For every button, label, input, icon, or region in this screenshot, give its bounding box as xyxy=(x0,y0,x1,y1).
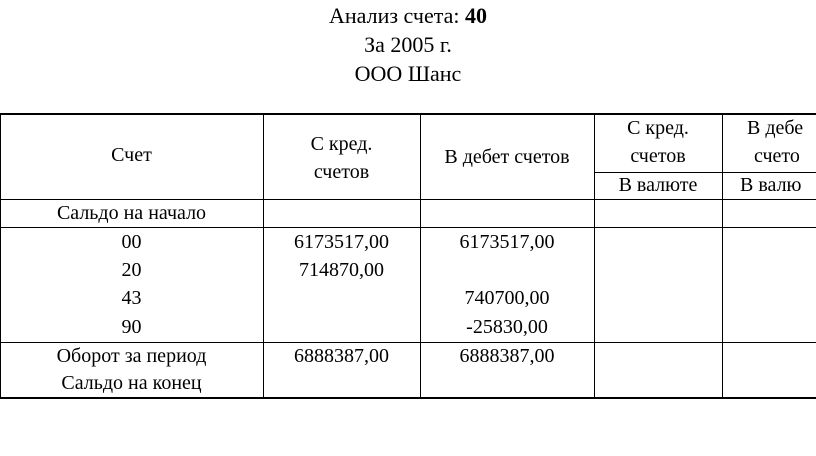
opening-balance-label: Сальдо на начало xyxy=(56,202,207,224)
company-name: ООО Шанс xyxy=(354,61,462,86)
turnover-debit: 6888387,00 xyxy=(459,345,555,367)
turnover-credit: 6888387,00 xyxy=(294,345,389,367)
turnover-label: Оборот за период xyxy=(56,345,207,367)
row-debit: 740700,00 xyxy=(464,287,550,309)
header-credit-line2: счетов xyxy=(313,161,370,183)
report-title-label: Анализ счета: xyxy=(329,3,460,28)
row-debit: 6173517,00 xyxy=(459,231,555,253)
header-debit: В дебет счетов xyxy=(444,146,570,168)
header-credit-cur-line1: С кред. xyxy=(627,117,689,139)
header-credit-line1: С кред. xyxy=(310,133,373,155)
row-debit: -25830,00 xyxy=(466,316,548,338)
subheader-currency-2: В валю xyxy=(740,174,802,196)
header-account: Счет xyxy=(111,144,152,166)
row-account: 20 xyxy=(121,259,142,281)
account-analysis-table xyxy=(0,113,816,399)
row-account: 43 xyxy=(121,287,142,309)
row-account: 00 xyxy=(121,231,142,253)
header-debit-cur-line2: счето xyxy=(754,145,800,167)
subheader-currency-1: В валюте xyxy=(618,174,698,196)
row-account: 90 xyxy=(121,316,142,338)
table-border-bottom xyxy=(0,397,816,399)
header-debit-cur-line1: В дебе xyxy=(747,117,804,139)
col-divider-4 xyxy=(722,113,723,399)
report-period: За 2005 г. xyxy=(364,32,452,57)
account-number: 40 xyxy=(464,3,487,28)
report-title xyxy=(0,3,816,29)
closing-balance-label: Сальдо на конец xyxy=(61,372,202,394)
row-credit: 6173517,00 xyxy=(294,231,389,253)
row-credit: 714870,00 xyxy=(299,259,384,281)
header-credit-cur-line2: счетов xyxy=(630,145,686,167)
